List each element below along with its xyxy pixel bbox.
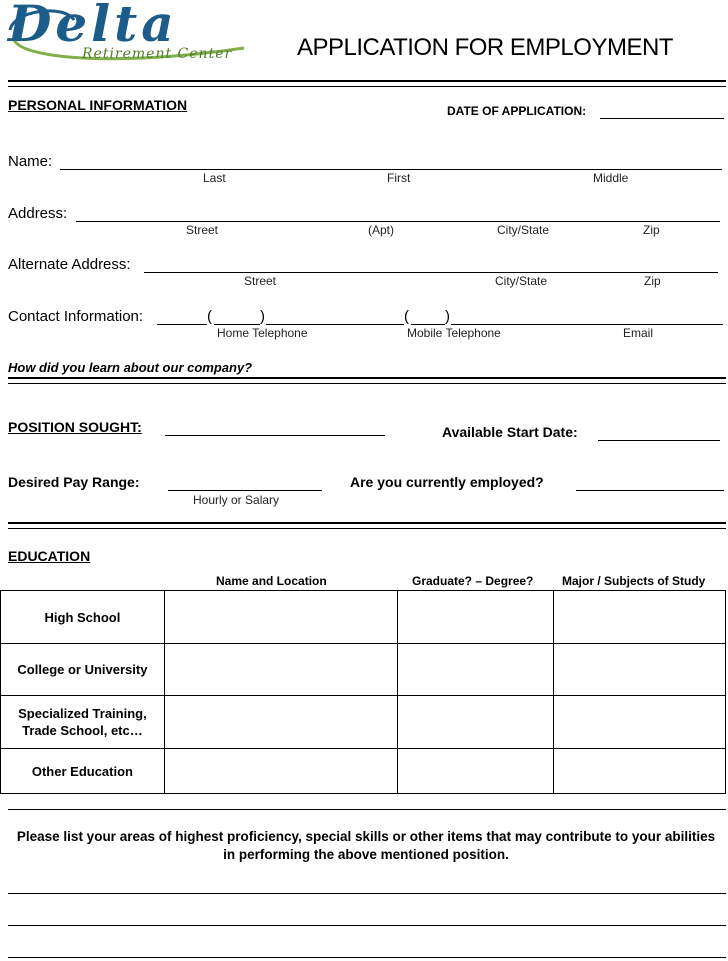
col-graduate-degree: Graduate? – Degree? [412,574,534,588]
date-of-application-label: DATE OF APPLICATION: [447,104,587,118]
divider [8,80,726,82]
paren-open: ( [207,308,212,325]
paren-open: ( [404,308,409,325]
education-table [0,590,726,794]
address-city-caption: City/State [497,223,550,237]
logo [4,0,254,66]
name-field[interactable] [60,169,722,170]
home-telephone-field[interactable] [266,324,404,325]
table-cell[interactable] [164,591,398,644]
skills-answer-line[interactable] [8,893,726,894]
logo-subtitle: Retirement Center [82,46,233,62]
table-cell[interactable] [398,749,554,794]
address-field[interactable] [76,221,720,222]
table-cell[interactable] [554,591,726,644]
divider [8,86,726,87]
divider [8,809,726,810]
contact-label: Contact Information: [8,308,144,325]
start-date-field[interactable] [598,440,720,441]
position-sought-label: POSITION SOUGHT: [8,419,142,435]
start-date-label: Available Start Date: [442,424,578,440]
address-zip-caption: Zip [643,223,660,237]
alt-city-caption: City/State [495,274,548,288]
table-row [1,749,726,794]
paren-close: ) [260,308,265,325]
mobile-telephone-caption: Mobile Telephone [407,326,501,340]
alt-street-caption: Street [244,274,277,288]
position-sought-field[interactable] [165,435,385,436]
learn-question: How did you learn about our company? [8,360,253,375]
address-street-caption: Street [186,223,219,237]
table-cell[interactable] [554,696,726,749]
currently-employed-field[interactable] [576,490,724,491]
paren-close: ) [445,308,450,325]
pay-range-caption: Hourly or Salary [193,493,280,507]
home-area-code-inner[interactable] [214,324,260,325]
alt-zip-caption: Zip [644,274,661,288]
col-major-subjects: Major / Subjects of Study [562,574,706,588]
row-label-college: College or University [1,644,165,696]
currently-employed-label: Are you currently employed? [350,474,544,490]
home-telephone-caption: Home Telephone [217,326,308,340]
table-cell[interactable] [398,696,554,749]
skills-answer-line[interactable] [8,957,726,958]
table-cell[interactable] [554,644,726,696]
name-middle-caption: Middle [593,171,629,185]
logo-word: Delta [8,0,178,53]
row-label-specialized: Specialized Training, Trade School, etc… [1,696,165,749]
name-last-caption: Last [203,171,226,185]
home-area-code-field[interactable] [157,324,207,325]
divider [8,522,726,524]
table-cell[interactable] [398,591,554,644]
table-row [1,644,726,696]
alternate-address-label: Alternate Address: [8,256,131,273]
email-caption: Email [623,326,654,340]
address-label: Address: [8,205,68,222]
divider [8,377,726,379]
table-cell[interactable] [398,644,554,696]
mobile-area-code-field[interactable] [411,324,445,325]
address-apt-caption: (Apt) [368,223,395,237]
mobile-email-field[interactable] [451,324,723,325]
pay-range-label: Desired Pay Range: [8,474,140,490]
page-title: APPLICATION FOR EMPLOYMENT [297,34,673,61]
skills-answer-line[interactable] [8,925,726,926]
table-row [1,591,726,644]
table-cell[interactable] [554,749,726,794]
skills-prompt: Please list your areas of highest proficiency, special skills or other items that may contribute to your abilities in performing the above mentioned position. [16,829,716,862]
table-cell[interactable] [164,696,398,749]
row-label-other: Other Education [1,749,165,794]
divider [8,528,726,529]
row-label-high-school: High School [1,591,165,644]
personal-heading: PERSONAL INFORMATION [8,97,188,113]
alternate-address-field[interactable] [144,272,718,273]
education-heading: EDUCATION [8,548,91,564]
pay-range-field[interactable] [168,490,322,491]
name-first-caption: First [387,171,411,185]
table-cell[interactable] [164,644,398,696]
date-of-application-field[interactable] [600,118,724,119]
name-label: Name: [8,153,53,170]
table-cell[interactable] [164,749,398,794]
col-name-location: Name and Location [216,574,327,588]
table-row [1,696,726,749]
divider [8,383,726,384]
